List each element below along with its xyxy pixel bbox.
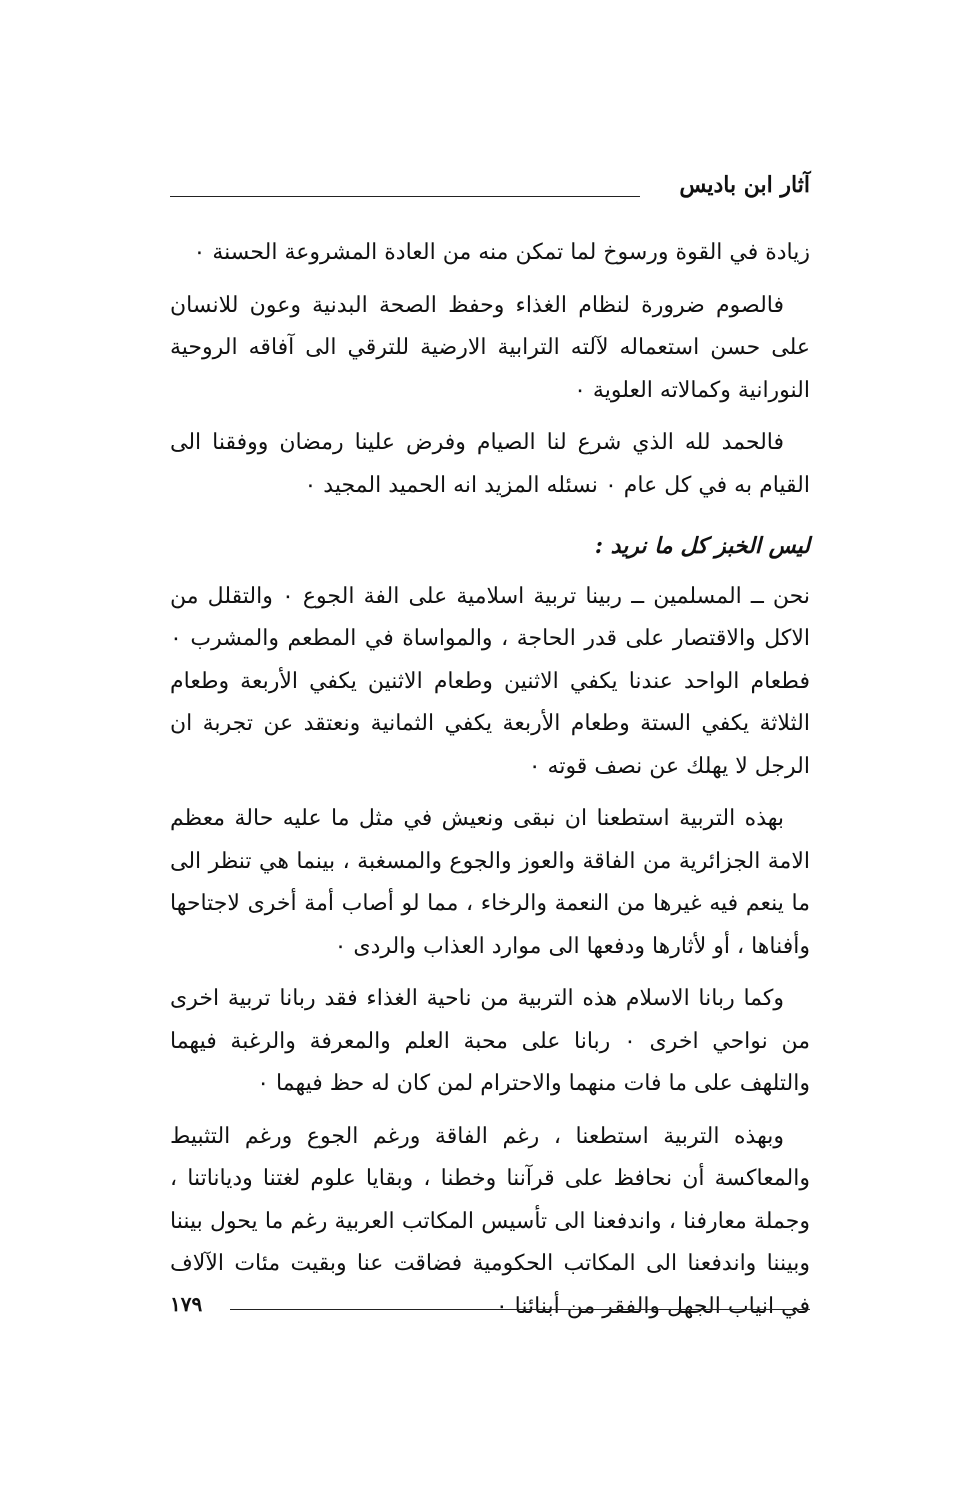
page-number: ١٧٩ (170, 1292, 203, 1316)
paragraph: فالصوم ضرورة لنظام الغذاء وحفظ الصحة البدنية وعون للانسان على حسن استعماله لآلته الترابية الارضية للترقي الى آفاقه الروحية النورانية وكمالاته العلوية ٠ (170, 292, 810, 403)
paragraph: زيادة في القوة ورسوخ لما تمكن منه من العادة المشروعة الحسنة ٠ (193, 240, 810, 265)
paragraph: وبهذه التربية استطعنا ، رغم الفاقة ورغم الجوع ورغم التثبيط والمعاكسة أن نحافظ على قرآننا وخطنا ، وبقايا علوم لغتنا ودياناتنا ، وجملة معارفنا ، واندفعنا الى تأسيس المكاتب العربية رغم ما يحول بيننا وبيننا واندفعنا الى المكاتب الحكومية فضاقت عنا وبقيت مئات الآلاف في انياب الجهل والفقر من أبنائنا ٠ (170, 1123, 810, 1319)
page-body (170, 232, 810, 1338)
running-header (170, 168, 810, 208)
paragraph: بهذه التربية استطعنا ان نبقى ونعيش في مثل ما عليه حالة معظم الامة الجزائرية من الفاقة والعوز والجوع والمسغبة ، بينما هي تنظر الى ما ينعم فيه غيرها من النعمة والرخاء ، مما لو أصاب أمة أخرى لاجتاحها وأفناها ، أو لأثارها ودفعها الى موارد العذاب والردى ٠ (170, 806, 810, 959)
book-title: آثار ابن باديس (679, 172, 810, 198)
section-heading: ليس الخبز كل ما نريد : (594, 533, 810, 559)
header-rule (170, 196, 640, 197)
paragraph: نحن ــ المسلمين ــ ربينا تربية اسلامية على الفة الجوع ٠ والتقلل من الاكل والاقتصار على قدر الحاجة ، والمواساة في المطعم والمشرب ٠ فطعام الواحد عندنا يكفي الاثنين وطعام الاثنين يكفي الأربعة وطعام الثلاثة يكفي الستة وطعام الأربعة يكفي الثمانية ونعتقد عن تجربة ان الرجل لا يهلك عن نصف قوته ٠ (170, 583, 811, 779)
paragraph: فالحمد لله الذي شرع لنا الصيام وفرض علينا رمضان ووفقنا الى القيام به في كل عام ٠ نسئله المزيد انه الحميد المجيد ٠ (170, 430, 810, 498)
page-footer (170, 1292, 810, 1322)
paragraph: وكما ربانا الاسلام هذه التربية من ناحية الغذاء فقد ربانا تربية اخرى من نواحي اخرى ٠ ربانا على محبة العلم والمعرفة والرغبة فيهما والتلهف على ما فات منهما والاحترام لمن كان له حظ فيهما ٠ (170, 986, 810, 1096)
footer-rule (230, 1309, 810, 1310)
